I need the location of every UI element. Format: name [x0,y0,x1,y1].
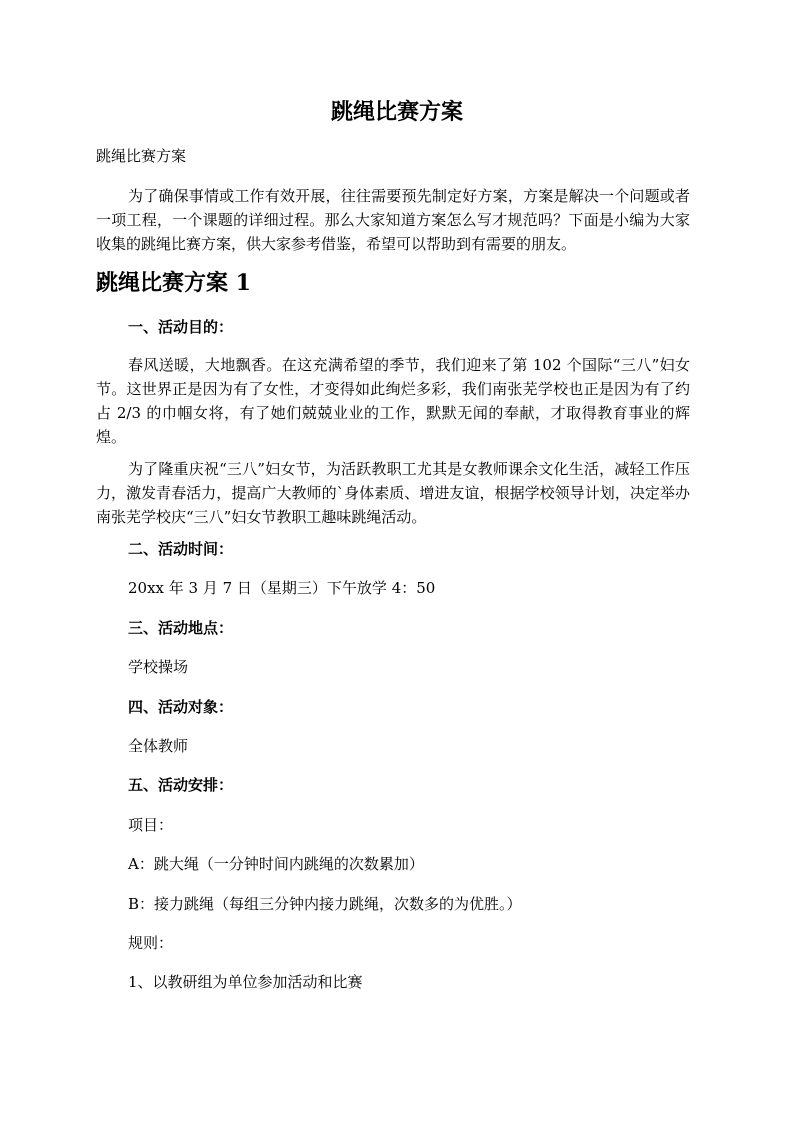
purpose-paragraph-1: 春风送暖，大地飘香。在这充满希望的季节，我们迎来了第 102 个国际“三八”妇女节。这世界正是因为有了女性，才变得如此绚烂多彩，我们南张芜学校也正是因为有了约占 2/3 的巾帼女将，有了她们兢兢业业的工作，默默无闻的奉献，才取得教育事业的辉煌。 [96,356,690,446]
item-b: B：接力跳绳（每组三分钟内接力跳绳，次数多的为优胜。） [128,895,522,913]
section-heading: 跳绳比赛方案 1 [96,270,251,296]
location-heading: 三、活动地点： [128,619,234,637]
document-title: 跳绳比赛方案 [330,99,463,125]
purpose-paragraph-2: 为了隆重庆祝“三八”妇女节，为活跃教职工尤其是女教师课余文化生活，减轻工作压力，激发青春活力，提高广大教师的`身体素质、增进友谊，根据学校领导计划，决定举办南张芜学校庆“三八”妇女节教职工趣味跳绳活动。 [96,460,690,526]
location-content: 学校操场 [128,658,189,676]
rules-label: 规则： [128,934,174,952]
intro-paragraph: 为了确保事情或工作有效开展，往往需要预先制定好方案，方案是解决一个问题或者一项工程，一个课题的详细过程。那么大家知道方案怎么写才规范吗？下面是小编为大家收集的跳绳比赛方案，供大家参考借鉴，希望可以帮助到有需要的朋友。 [96,187,690,253]
items-label: 项目： [128,816,174,834]
item-a: A：跳大绳（一分钟时间内跳绳的次数累加） [128,855,424,873]
audience-content: 全体教师 [128,737,189,755]
time-heading: 二、活动时间： [128,540,234,558]
audience-heading: 四、活动对象： [128,698,234,716]
time-content: 20xx 年 3 月 7 日（星期三）下午放学 4：50 [128,579,436,597]
purpose-heading: 一、活动目的： [128,318,234,336]
arrangement-heading: 五、活动安排： [128,776,234,794]
document-subtitle: 跳绳比赛方案 [96,147,187,165]
rule-1: 1、以教研组为单位参加活动和比赛 [128,973,363,991]
